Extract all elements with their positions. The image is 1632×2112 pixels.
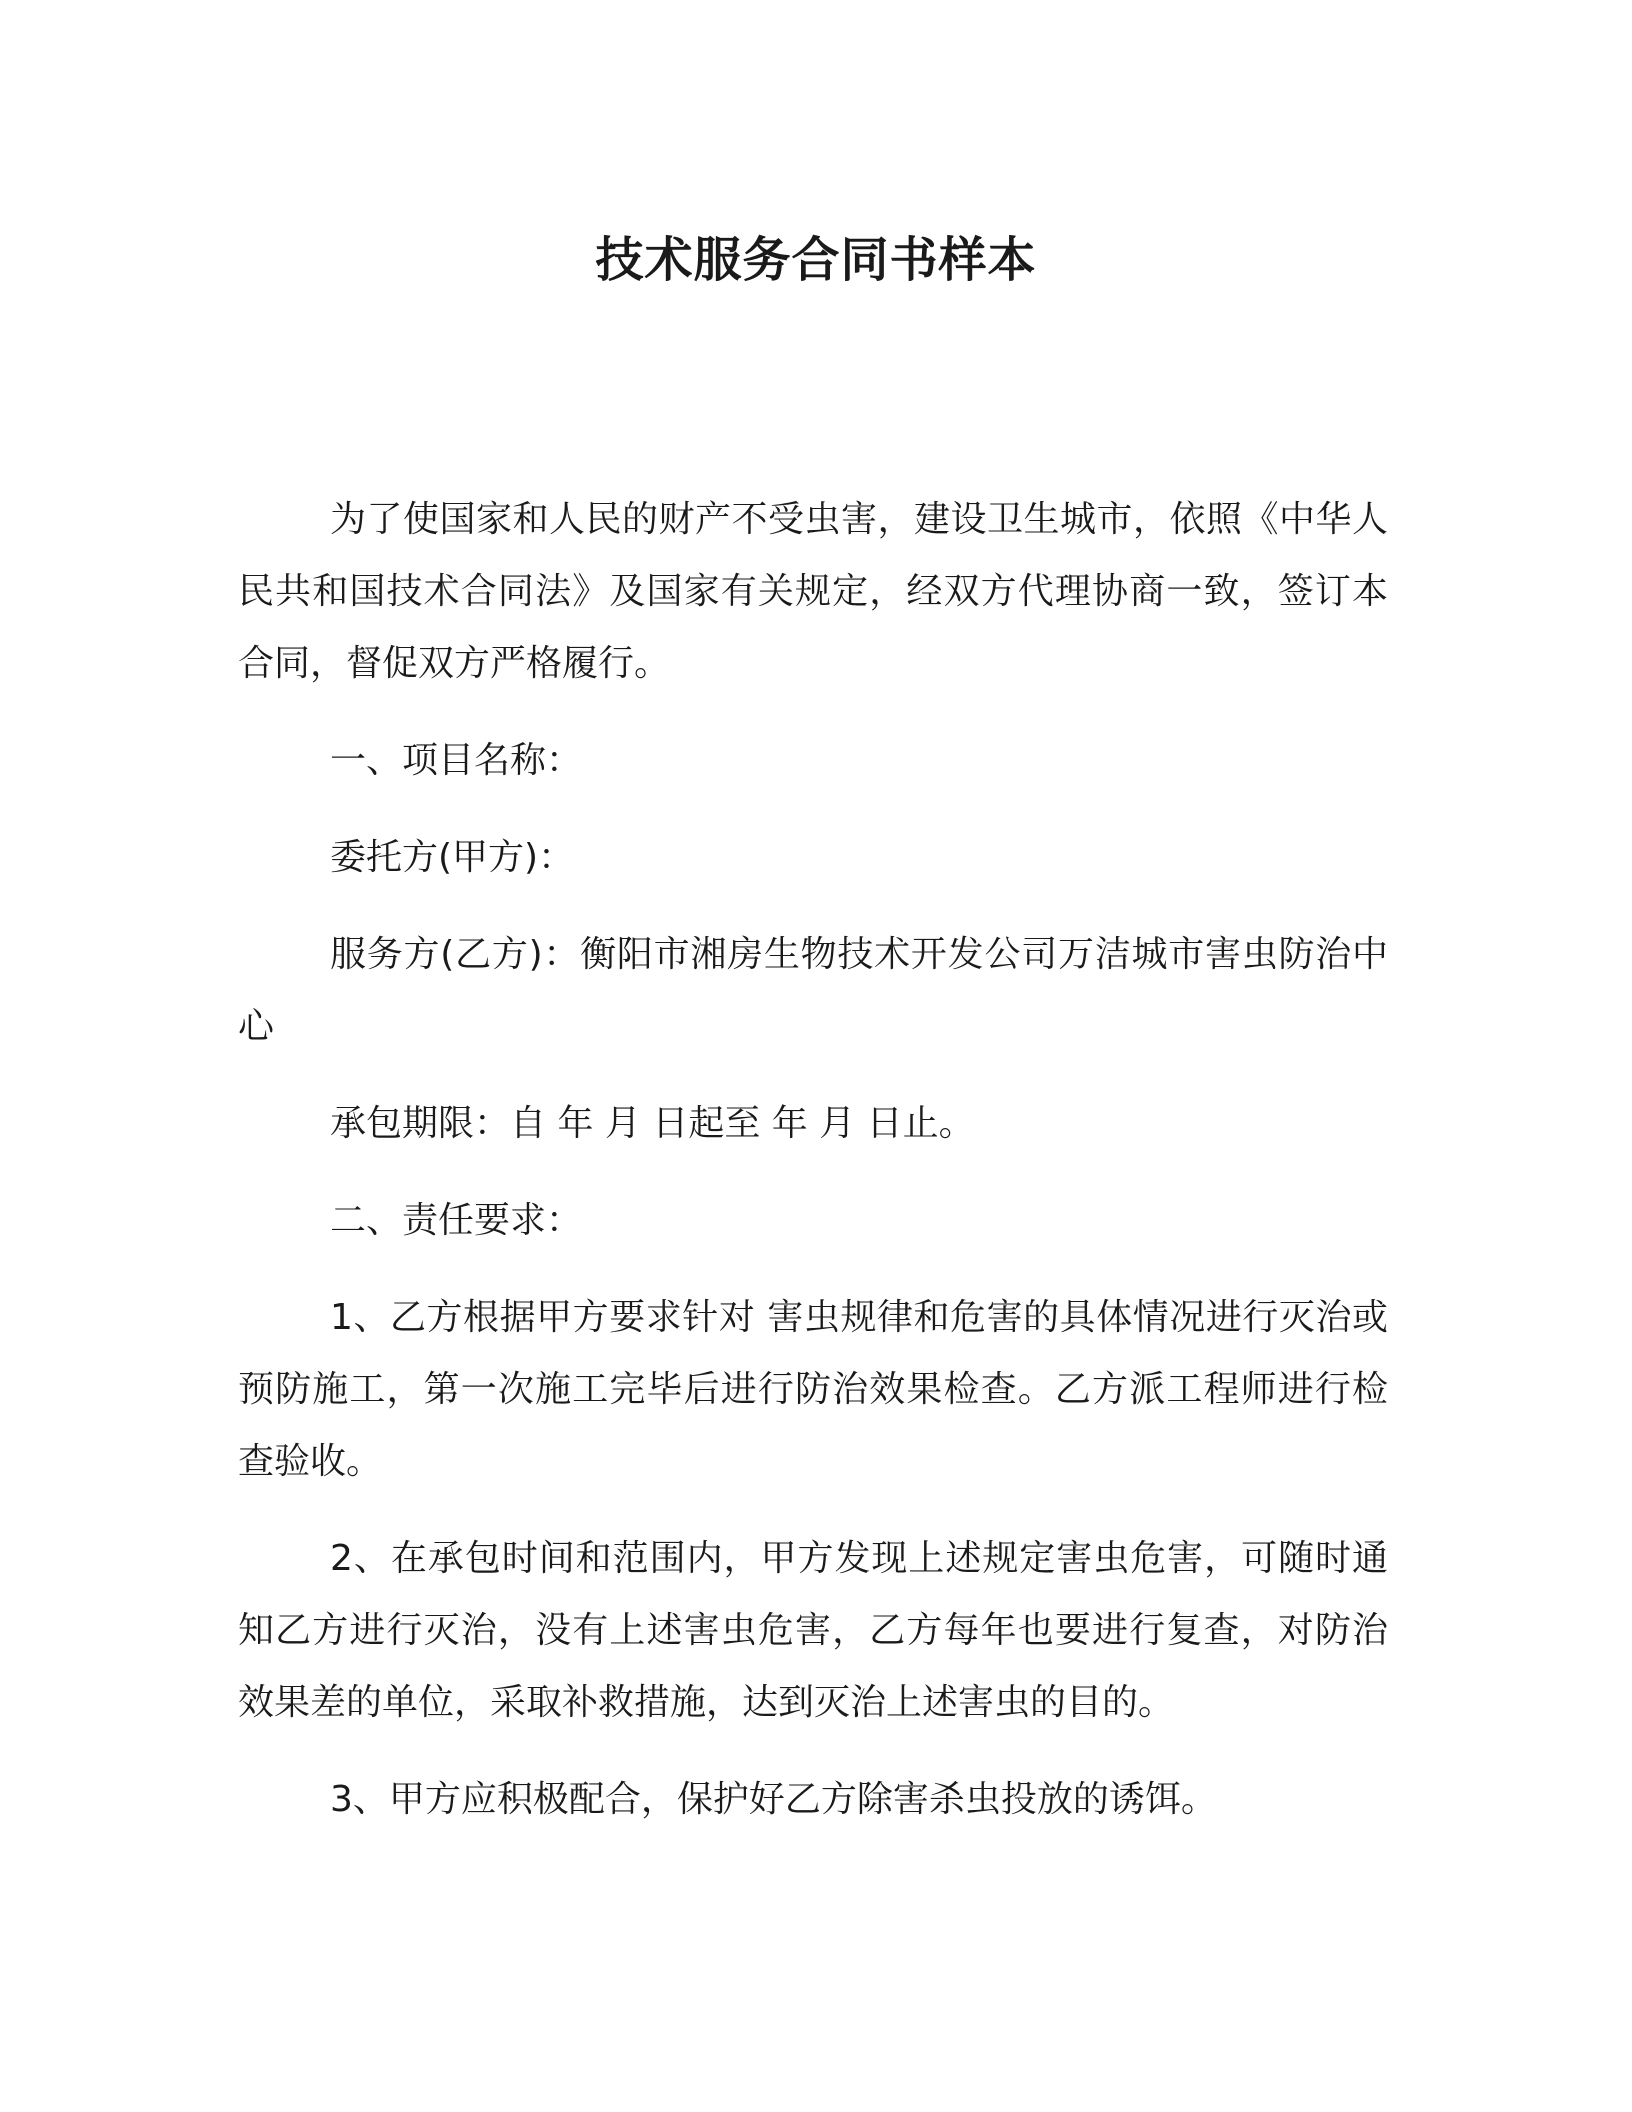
paragraph-contract-period: 承包期限：自 年 月 日起至 年 月 日止。 bbox=[330, 1103, 975, 1144]
paragraph-intro: 为了使国家和人民的财产不受虫害，建设卫生城市，依照《中华人民共和国技术合同法》及国家有关规定，经双方代理协商一致，签订本合同，督促双方严格履行。 bbox=[238, 499, 1388, 684]
paragraph-party-b: 服务方(乙方)：衡阳市湘房生物技术开发公司万洁城市害虫防治中心 bbox=[238, 934, 1388, 1047]
document-body bbox=[238, 484, 1388, 1861]
paragraph-responsibilities-heading: 二、责任要求： bbox=[330, 1200, 583, 1241]
paragraph-party-a: 委托方(甲方)： bbox=[330, 837, 575, 878]
paragraph-project-name: 一、项目名称： bbox=[330, 740, 583, 781]
paragraph-clause-1: 1、乙方根据甲方要求针对 害虫规律和危害的具体情况进行灭治或预防施工，第一次施工完毕后进行防治效果检查。乙方派工程师进行检查验收。 bbox=[238, 1297, 1388, 1482]
paragraph-clause-2: 2、在承包时间和范围内，甲方发现上述规定害虫危害，可随时通知乙方进行灭治，没有上述害虫危害，乙方每年也要进行复查，对防治效果差的单位，采取补救措施，达到灭治上述害虫的目的。 bbox=[238, 1538, 1388, 1723]
document-title: 技术服务合同书样本 bbox=[595, 232, 1037, 288]
paragraph-clause-3: 3、甲方应积极配合，保护好乙方除害杀虫投放的诱饵。 bbox=[330, 1779, 1217, 1820]
